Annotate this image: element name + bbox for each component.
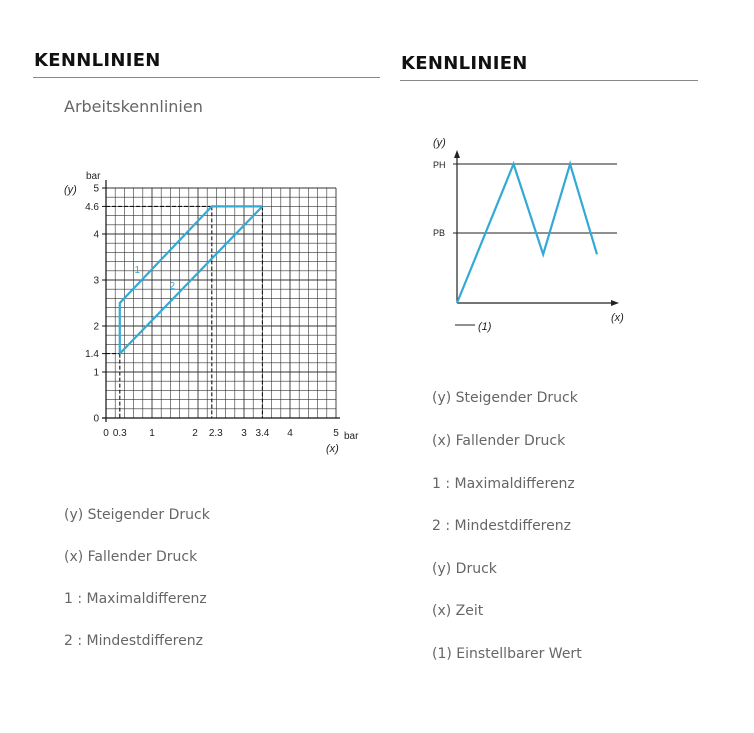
x-tick-label: 2.3 bbox=[208, 428, 223, 439]
y-tick-label: 0 bbox=[93, 413, 99, 425]
y-symbol-label: (y) bbox=[433, 137, 446, 149]
x-tick-label: 1 bbox=[149, 428, 155, 439]
y-tick-label: 2 bbox=[93, 321, 99, 333]
y-axis-arrow-icon bbox=[454, 150, 460, 158]
left-heading: KENNLINIEN bbox=[34, 50, 161, 71]
chart-grid bbox=[106, 188, 336, 418]
x-symbol-label: (x) bbox=[326, 443, 339, 455]
legend-item: (x) Fallender Druck bbox=[432, 433, 566, 449]
pressure-time-diagram bbox=[425, 128, 645, 338]
curve-label-2: 2 bbox=[169, 281, 176, 293]
y-tick-label: 3 bbox=[93, 275, 99, 287]
pb-label: PB bbox=[433, 228, 446, 238]
x-tick-label: 0 bbox=[103, 428, 109, 439]
y-tick-label: 4.6 bbox=[85, 201, 99, 213]
right-heading: KENNLINIEN bbox=[401, 53, 528, 74]
legend-item: 2 : Mindestdifferenz bbox=[432, 518, 571, 534]
curve-label-1: 1 bbox=[134, 265, 141, 277]
y-symbol-label: (y) bbox=[64, 184, 77, 196]
legend-item: (x) Fallender Druck bbox=[64, 549, 198, 565]
left-subtitle: Arbeitskennlinien bbox=[64, 97, 203, 116]
x-tick-label: 3 bbox=[241, 428, 247, 439]
x-tick-label: 2 bbox=[192, 428, 198, 439]
chart-axes bbox=[102, 180, 340, 422]
legend-item: (x) Zeit bbox=[432, 603, 484, 619]
y-tick-label: 5 bbox=[93, 183, 99, 195]
y-tick-label: 1.4 bbox=[85, 349, 99, 361]
left-heading-rule bbox=[33, 77, 380, 78]
legend-item: 1 : Maximaldifferenz bbox=[64, 591, 207, 607]
legend-item: 1 : Maximaldifferenz bbox=[432, 476, 575, 492]
legend-item: (y) Steigender Druck bbox=[432, 390, 578, 406]
y-unit-label: bar bbox=[86, 171, 101, 182]
legend-item: 2 : Mindestdifferenz bbox=[64, 633, 203, 649]
x-tick-label: 3.4 bbox=[255, 428, 270, 439]
legend-item: (1) Einstellbarer Wert bbox=[432, 646, 582, 662]
x-tick-label: 5 bbox=[333, 428, 339, 439]
x-unit-label: bar bbox=[344, 431, 359, 442]
y-tick-label: 4 bbox=[93, 229, 99, 241]
ph-label: PH bbox=[433, 160, 446, 170]
x-symbol-label: (x) bbox=[611, 312, 624, 324]
marker-label: (1) bbox=[478, 321, 492, 333]
chart-guides bbox=[106, 206, 262, 418]
legend-item: (y) Steigender Druck bbox=[64, 507, 210, 523]
x-axis-arrow-icon bbox=[611, 300, 619, 306]
legend-item: (y) Druck bbox=[432, 561, 497, 577]
y-tick-label: 1 bbox=[93, 367, 99, 379]
x-tick-label: 0.3 bbox=[112, 428, 127, 439]
working-characteristics-chart bbox=[58, 162, 378, 462]
right-heading-rule bbox=[400, 80, 698, 81]
x-tick-label: 4 bbox=[287, 428, 293, 439]
